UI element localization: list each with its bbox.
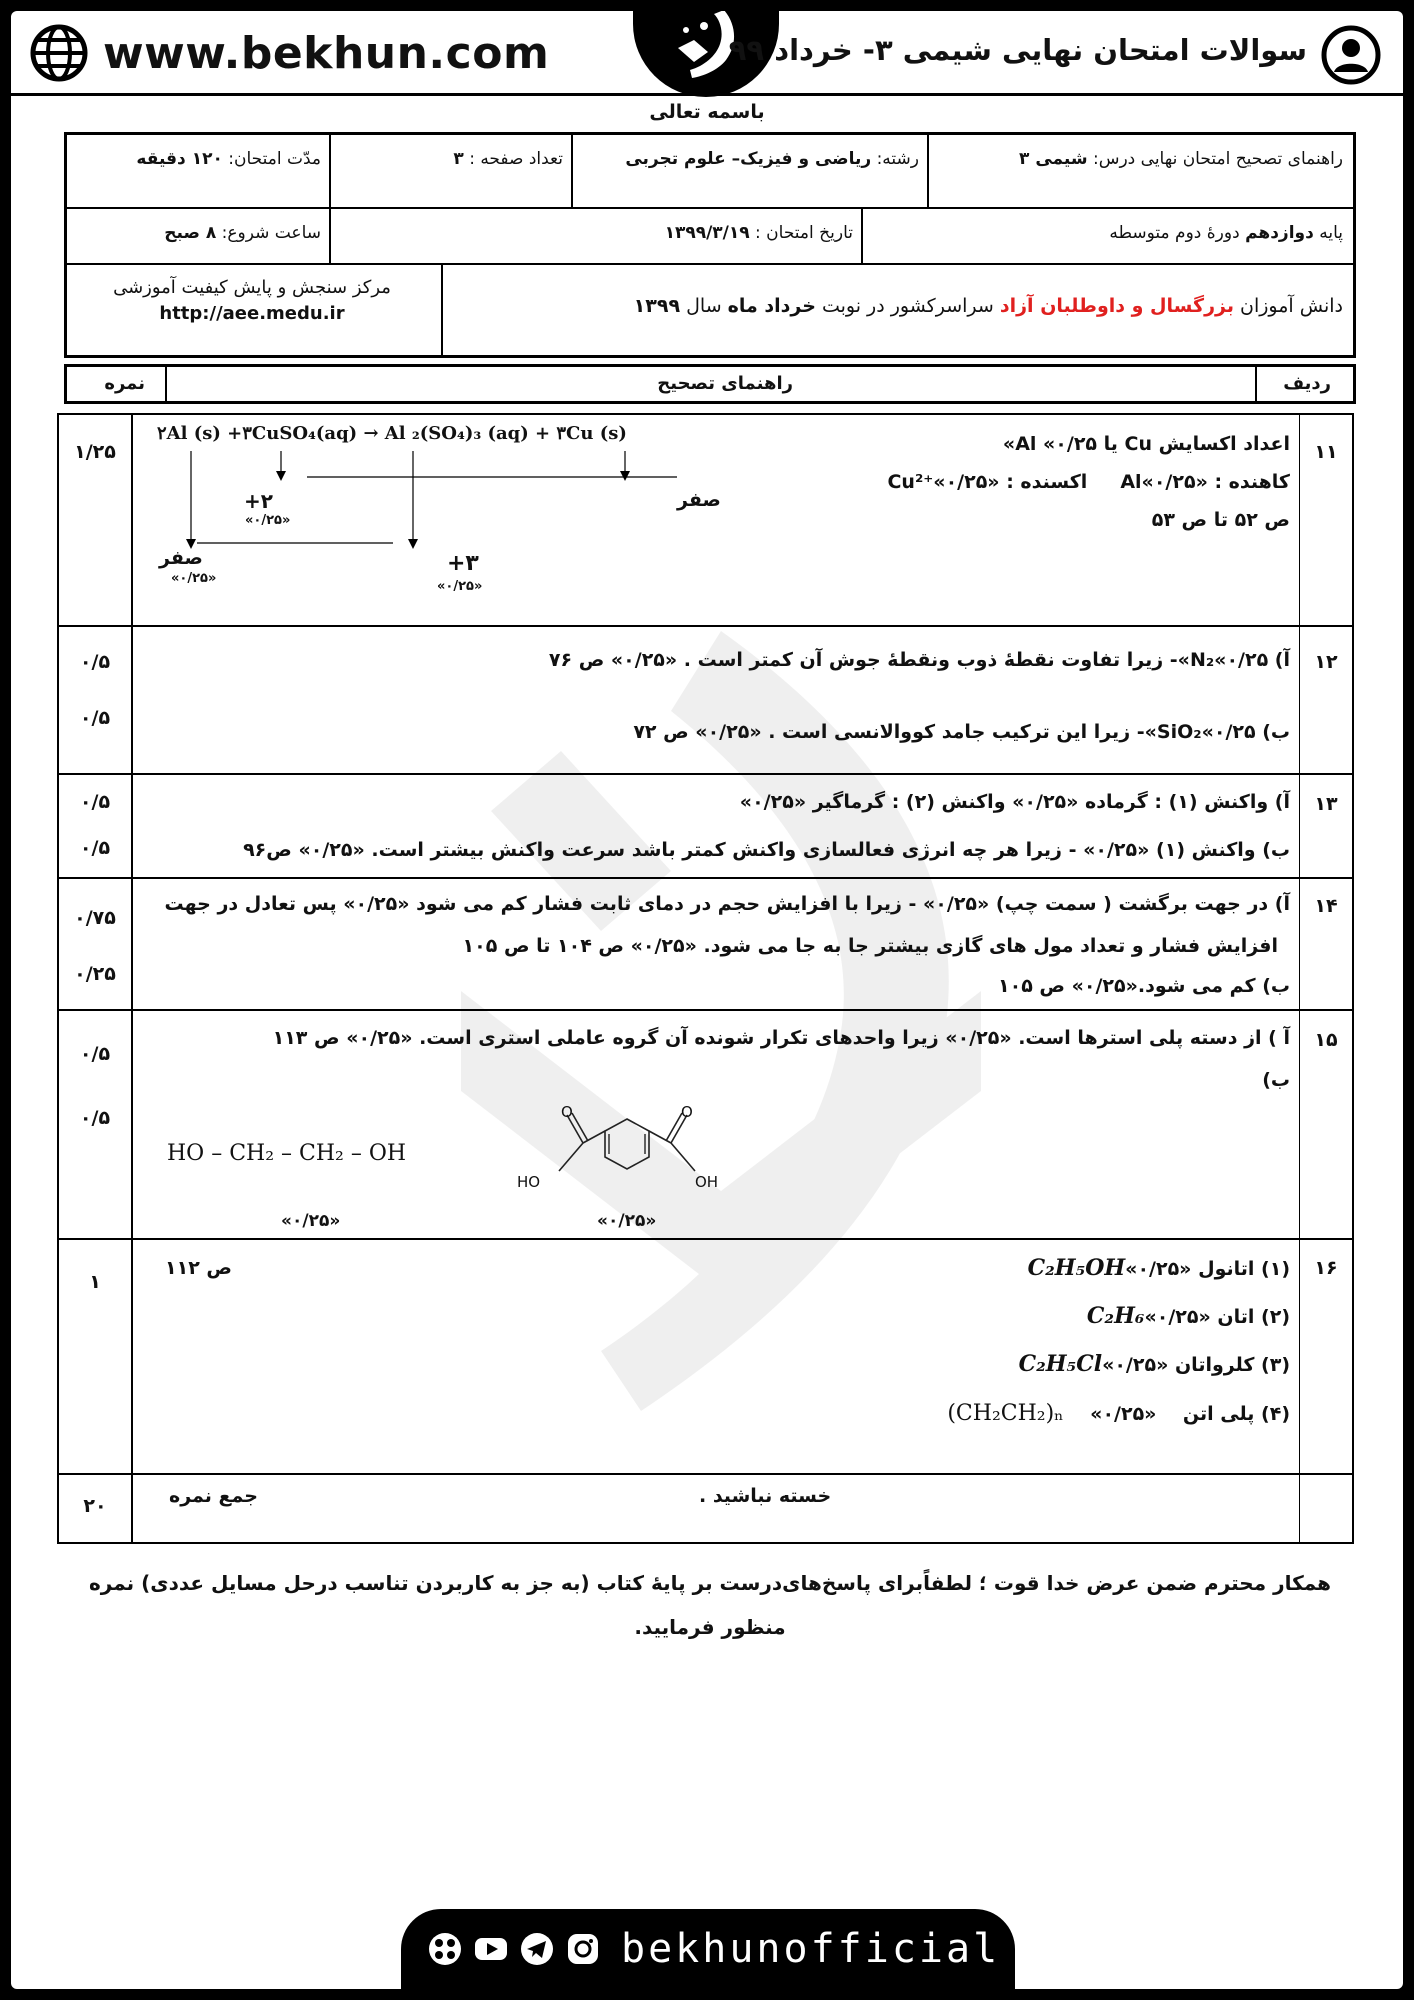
row-score: ۱: [89, 1271, 101, 1293]
cu-plus2-label: +۲: [244, 489, 273, 513]
al-zero-label: صفر: [159, 547, 203, 569]
row-score-a: ۰/۵: [79, 1043, 111, 1065]
q12-part-b: ب) SiO₂«۰/۲۵»- زیرا این ترکیب جامد کووالانسی است . «۰/۲۵» ص ۷۲: [633, 721, 1290, 743]
q16-item-2: (۲) اتان C₂H₆«۰/۲۵»: [1086, 1303, 1290, 1329]
total-score: ۲۰: [83, 1495, 107, 1517]
terephthalic-acid-structure: [509, 1095, 759, 1215]
al-plus3-label: +۳: [447, 551, 479, 576]
exam-info-box: [64, 132, 1356, 358]
row-score: ۱/۲۵: [74, 441, 116, 463]
user-icon[interactable]: [1321, 25, 1381, 85]
cu-plus2-score: «۰/۲۵»: [245, 513, 291, 528]
instagram-icon[interactable]: [565, 1931, 601, 1967]
exam-title: سوالات امتحان نهایی شیمی ۳- خرداد ۹۹: [728, 33, 1307, 67]
q13-part-b: ب) واکنش (۱) «۰/۲۵» - زیرا هر چه انرژی فعالسازی واکنش کمتر باشد سرعت واکنش بیشتر است. «۰/۲۵» ص۹۶: [243, 839, 1290, 861]
field: رشته: ریاضی و فیزیک– علوم تجربی: [625, 149, 919, 169]
social-bar: [401, 1909, 1015, 1989]
q14-part-a-line1: آ) در جهت برگشت ( سمت چپ) «۰/۲۵» - زیرا با افزایش حجم در دمای ثابت فشار کم می شود «۰/۲۵» پس تعادل در جهت: [164, 893, 1290, 915]
top-banner: [11, 11, 1403, 96]
globe-icon: [29, 23, 89, 83]
teacher-note: همکار محترم ضمن عرض خدا قوت ؛ لطفاًبرای پاسخ‌های‌درست بر پایهٔ کتاب (به جز به کاربردن تناسب درحل مسایل عددی) نمره منظور فرمایید.: [88, 1571, 1331, 1639]
total-label: جمع نمره: [169, 1485, 258, 1507]
answer-sheet-page: [11, 11, 1403, 1989]
row-number: ۱۵: [1314, 1029, 1338, 1051]
redox-equation: ۲Al (s) +۳CuSO₄(aq) → Al ₂(SO₄)₃ (aq) + ۳Cu (s): [157, 423, 627, 444]
exam-center: مرکز سنجش و پایش کیفیت آموزشی http://aee.medu.ir: [113, 277, 391, 324]
row-number: ۱۶: [1314, 1257, 1338, 1279]
q15-part-a: آ ) از دسته پلی استرها است. «۰/۲۵» زیرا واحدهای تکرار شونده آن گروه عاملی استری است. «۰/۲۵» ص ۱۱۳: [272, 1027, 1290, 1049]
q15-part-b: ب): [1262, 1069, 1290, 1091]
acid-score: «۰/۲۵»: [597, 1211, 657, 1231]
exam-duration: مدّت امتحان: ۱۲۰ دقیقه: [136, 149, 321, 169]
row-number: ۱۴: [1314, 895, 1338, 917]
oxidation-arrows: [157, 447, 717, 567]
q16-page-ref: ص ۱۱۲: [165, 1257, 232, 1279]
q11-line3: ص ۵۲ تا ص ۵۳: [1151, 509, 1290, 531]
acid-hydroxyl-right: OH: [695, 1173, 719, 1191]
basmala: باسمه تعالی: [649, 101, 765, 123]
q16-item-4: (۴) پلی اتن (CH₂CH₂)ₙ «۰/۲۵»: [947, 1401, 1290, 1426]
exam-date: تاریخ امتحان : ۱۳۹۹/۳/۱۹: [664, 223, 853, 243]
social-handle[interactable]: bekhunofficial: [621, 1926, 1001, 1972]
ethylene-glycol-formula: HO – CH₂ – CH₂ – OH: [167, 1141, 407, 1166]
q16-item-1: (۱) اتانول C₂H₅OH«۰/۲۵»: [1027, 1255, 1290, 1281]
closing-note: خسته نباشید .: [699, 1485, 832, 1507]
q14-part-b: ب) کم می شود.«۰/۲۵» ص ۱۰۵: [998, 975, 1290, 997]
row-score-a: ۰/۵: [79, 651, 111, 673]
col-guide: راهنمای تصحیح: [657, 373, 793, 394]
q14-part-a-line2: افزایش فشار و تعداد مول های گازی بیشتر جا به جا می شود. «۰/۲۵» ص ۱۰۴ تا ص ۱۰۵: [462, 935, 1278, 957]
row-number: ۱۱: [1314, 441, 1338, 463]
table-header: [64, 364, 1356, 404]
row-score-b: ۰/۵: [79, 837, 111, 859]
telegram-icon[interactable]: [519, 1931, 555, 1967]
col-score: نمره: [104, 373, 145, 394]
site-link[interactable]: [29, 23, 549, 83]
al-zero-score: «۰/۲۵»: [171, 571, 217, 586]
students-line: دانش آموزان بزرگسال و داوطلبان آزاد سراسرکشور در نوبت خرداد ماه سال ۱۳۹۹: [633, 295, 1343, 317]
q13-part-a: آ) واکنش (۱) : گرماده «۰/۲۵» واکنش (۲) : گرماگیر «۰/۲۵»: [739, 791, 1290, 813]
youtube-icon[interactable]: [473, 1931, 509, 1967]
row-score-a: ۰/۵: [79, 791, 111, 813]
site-url[interactable]: www.bekhun.com: [103, 27, 550, 79]
row-score-b: ۰/۲۵: [74, 963, 116, 985]
acid-oxygen-left: O: [561, 1103, 573, 1121]
row-number: ۱۳: [1314, 793, 1338, 815]
acid-hydroxyl-left: HO: [517, 1173, 541, 1191]
q11-line1: اعداد اکسایش Cu یا Al «۰/۲۵»: [1002, 433, 1290, 455]
q12-part-a: آ) N₂«۰/۲۵»- زیرا تفاوت نقطهٔ ذوب ونقطهٔ جوش آن کمتر است . «۰/۲۵» ص ۷۶: [548, 649, 1290, 671]
cu-zero-label: صفر: [677, 489, 721, 511]
grade: پایه دوازدهم دورهٔ دوم متوسطه: [1109, 223, 1343, 243]
row-score-b: ۰/۵: [79, 707, 111, 729]
row-number: ۱۲: [1314, 651, 1338, 673]
page-count: تعداد صفحه : ۳: [453, 149, 563, 169]
glycol-score: «۰/۲۵»: [281, 1211, 341, 1231]
col-row: ردیف: [1283, 373, 1331, 394]
start-time: ساعت شروع: ۸ صبح: [164, 223, 321, 243]
q11-line2: کاهنده : Al«۰/۲۵» اکسنده : Cu²⁺«۰/۲۵»: [887, 471, 1290, 493]
guide-course: راهنمای تصحیح امتحان نهایی درس: شیمی ۳: [1019, 149, 1343, 169]
q16-item-3: (۳) کلرواتان C₂H₅Cl«۰/۲۵»: [1018, 1351, 1290, 1377]
acid-oxygen-right: O: [681, 1103, 693, 1121]
al-plus3-score: «۰/۲۵»: [437, 579, 483, 594]
row-score-b: ۰/۵: [79, 1107, 111, 1129]
row-score-a: ۰/۷۵: [74, 907, 116, 929]
answers-table: [57, 413, 1354, 1544]
aparat-icon[interactable]: [427, 1931, 463, 1967]
